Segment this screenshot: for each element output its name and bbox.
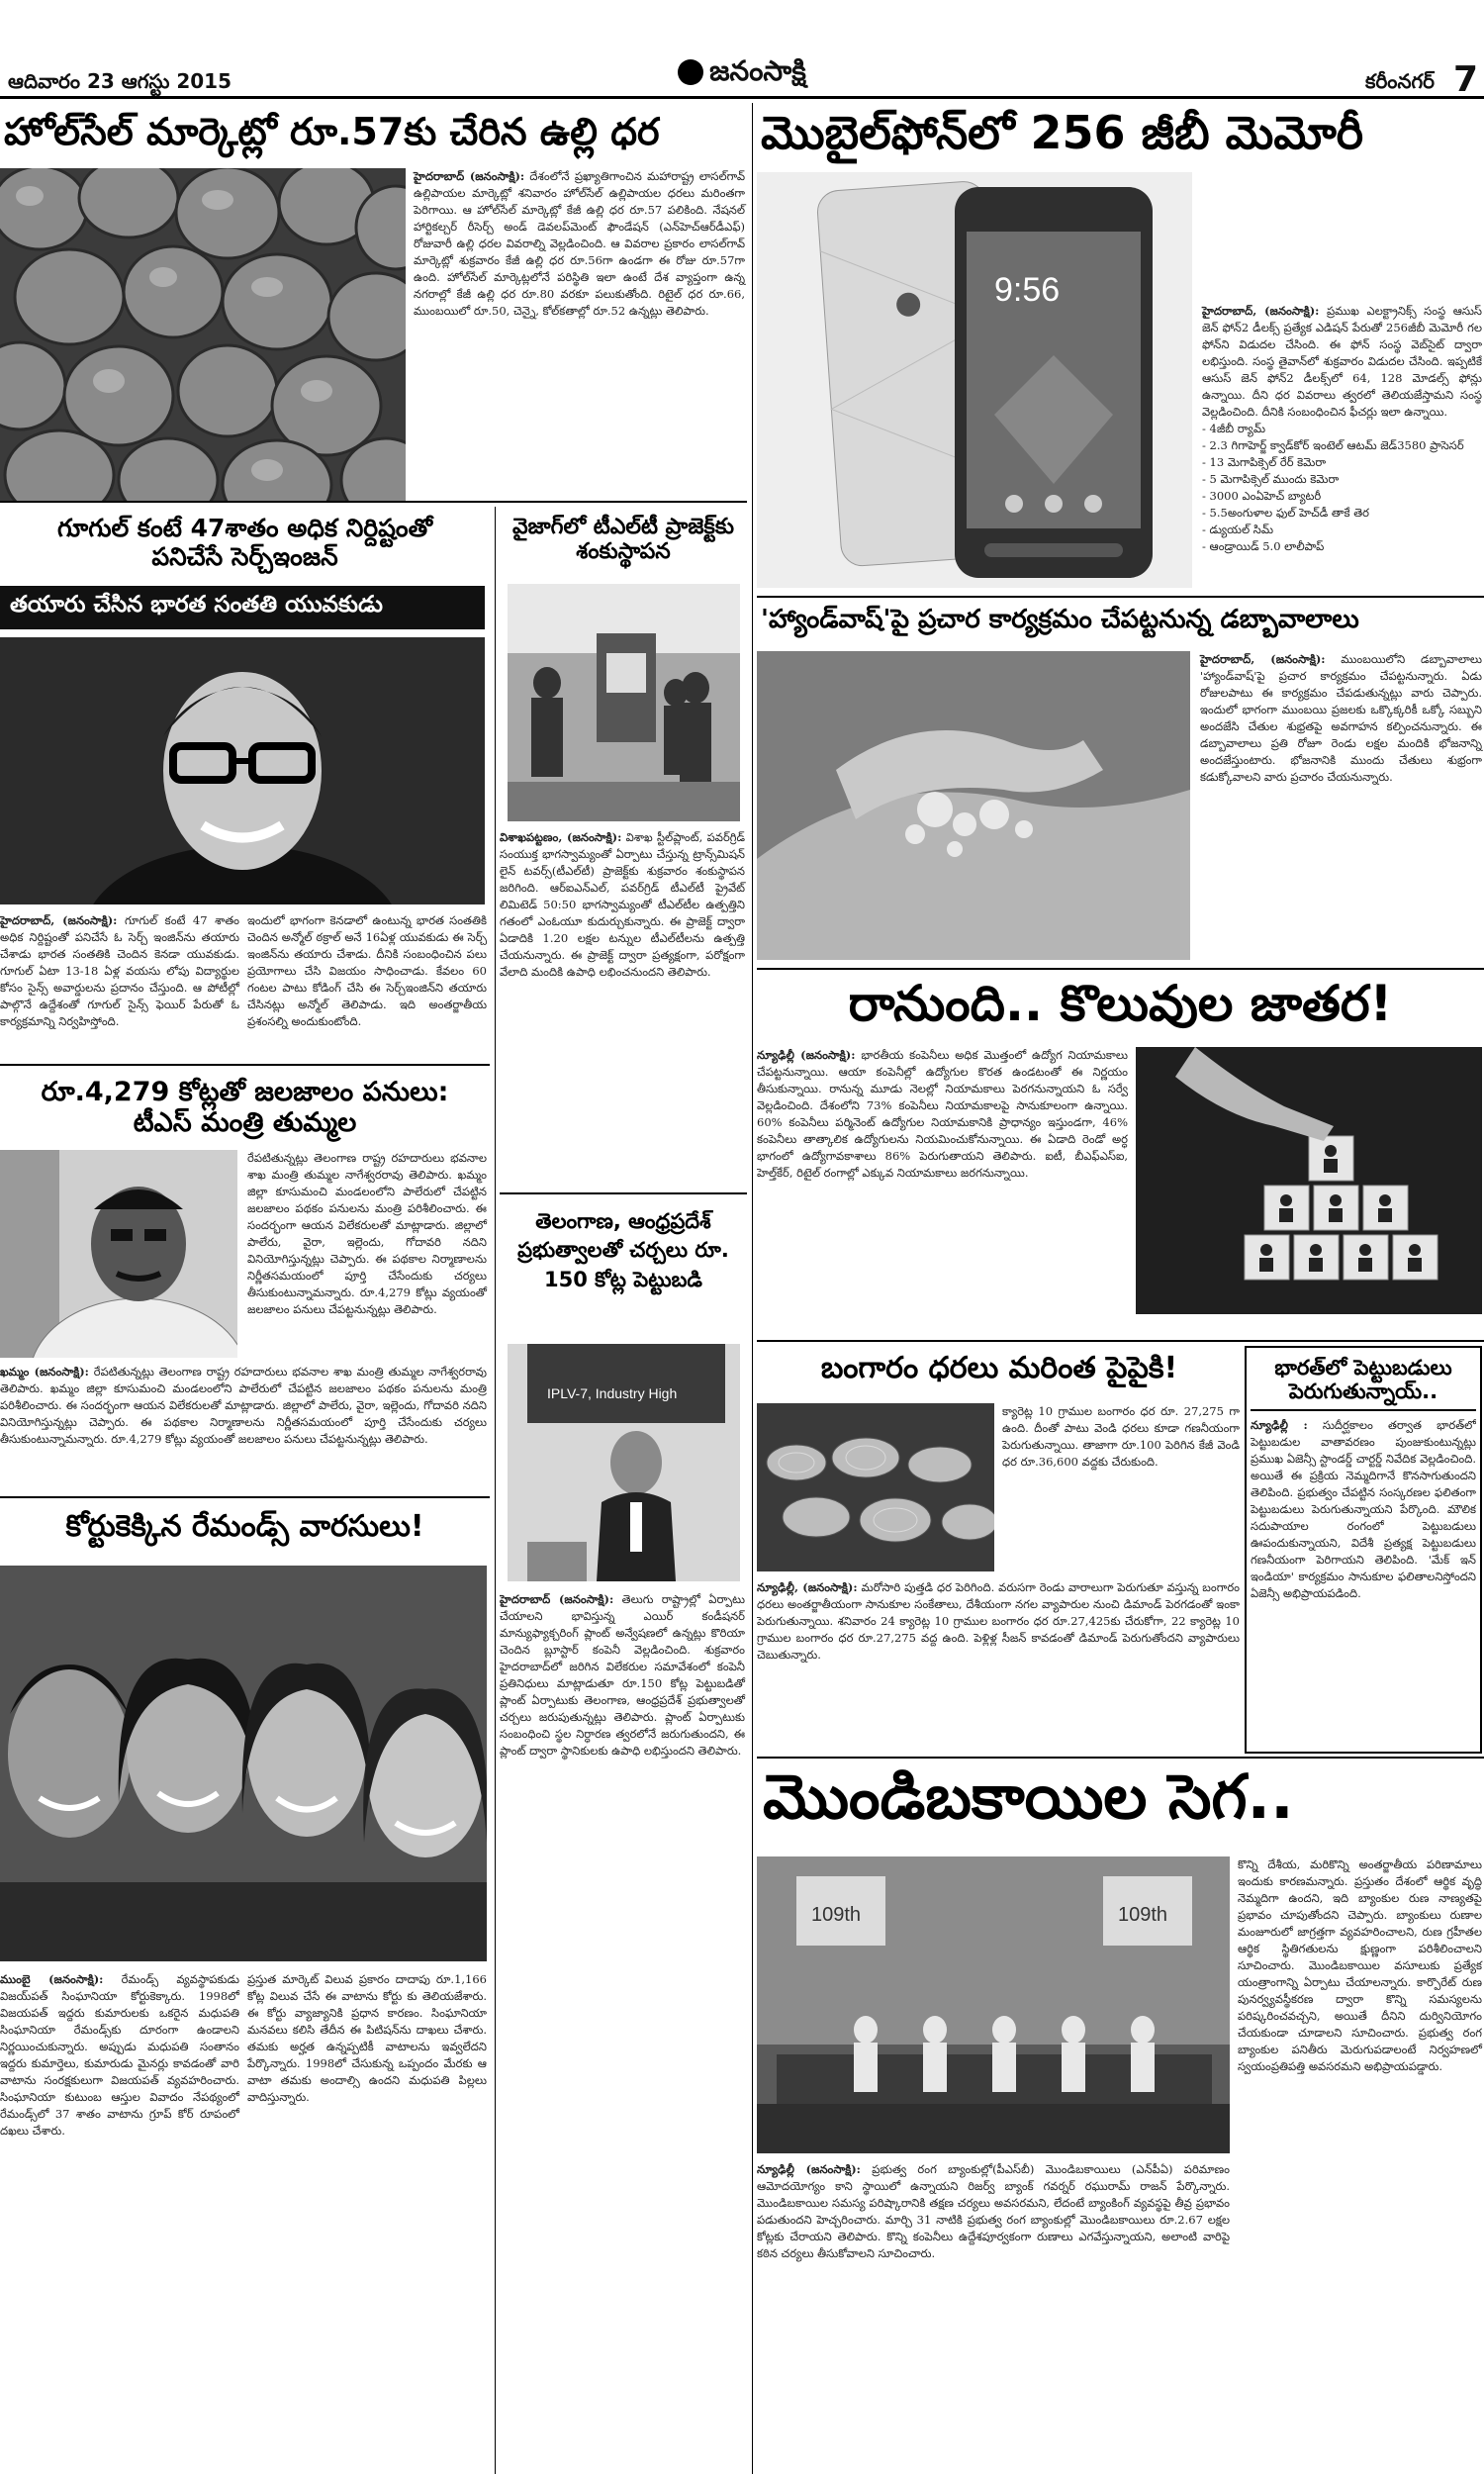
article-text: విశాఖ స్టీల్‌ప్లాంట్, పవర్‌గ్రిడ్ సంయుక్త భాగస్వామ్యంతో ఏర్పాటు చేస్తున్న ట్రాన్స్‌మిషన్ లైన్ టవర్స్(టీఎల్‌టీ) ప్రాజెక్ట్‌కు శుక్రవారం శంకుస్థాపన జరిగింది. ఆర్‌ఐఎన్‌ఎల్, పవర్‌గ్రిడ్ టీఎల్‌టీ ప్రైవేట్ లిమిటెడ్ 50:50 భాగస్వామ్యంతో టీఎల్‌టీల ఉత్పత్తిని గతంలో ఎంఓయూ కుదుర్చుకున్నారు. ఈ ప్రాజెక్ట్ ద్వారా ఏడాదికి 1.20 లక్షల టన్నుల టీఎల్‌టీలను ఉత్పత్తి చేయనున్నారు. ఈ ప్రాజెక్ట్ ద్వారా ప్రత్యక్షంగా, పరోక్షంగా వేలాది మందికి ఉపాధి లభించనుందని తెలిపారు. [500, 830, 745, 979]
paper-logo [643, 54, 841, 96]
jobs-cubes-photo [1136, 1047, 1482, 1314]
article-body [500, 1591, 745, 2474]
article-text: భారతీయ కంపెనీలు అధిక మొత్తంలో ఉద్యోగ నియామకాలు చేపట్టనున్నాయి. ఆయా కంపెనీల్లో ఉద్యోగుల కొరత ఉండటంతో ఈ నిర్ణయం తీసుకున్నాయి. రానున్న మూడు నెలల్లో నియామకాలు పెరగనున్నాయని ఓ సర్వే వెల్లడించింది. దేశంలోని 73% కంపెనీలు నియామకాలపై సానుకూలంగా ఉన్నాయి. 60% కంపెనీలు పర్మినెంట్ ఉద్యోగుల నియామకానికి ప్రాధాన్యం ఇస్తుండగా, 46% కంపెనీలు తాత్కాలిక ఉద్యోగులను నియమించుకోనున్నాయి. ఈ ఏడాది రెండో అర్ధ భాగంలో ఉద్యోగావకాశాలు 86% పెరుగుతాయని తెలిపారు. ఐటీ, బీఎఫ్ఎస్ఐ, హెల్త్‌కేర్, రిటైల్ రంగాల్లో ఎక్కువ నియామకాలు జరగనున్నాయి. [757, 1048, 1128, 1180]
handwash-photo [757, 651, 1190, 960]
article-handwash [757, 600, 1484, 966]
article-dateline: హైదరాబాద్, (జనంసాక్షి): [1200, 652, 1326, 666]
article-jobs [757, 972, 1484, 1338]
article-body [1251, 1417, 1476, 1734]
article-gold [757, 1344, 1242, 1750]
divider [0, 1064, 490, 1066]
spec-list [1202, 421, 1482, 555]
article-body-right [1238, 1856, 1482, 2474]
article-headline: 'హ్యాండ్‌వాష్'పై ప్రచార కార్యక్రమం చేపట్టనున్న డబ్బావాలాలు [761, 605, 1359, 634]
handwash-image [757, 651, 1190, 960]
page-number: 7 [1452, 59, 1478, 100]
article-headline: మొబైల్‌ఫోన్‌లో 256 జీబీ మెమోరీ [761, 106, 1364, 159]
article-investment-box [1245, 1346, 1482, 1754]
logo-emblem-icon [678, 59, 703, 85]
gold-image [757, 1403, 994, 1571]
article-headline: బంగారం ధరలు మరింత పైపైకి! [820, 1351, 1178, 1385]
article-text: రేమండ్స్ వ్యవస్థాపకుడు విజయ్‌పత్ సింఘానియా కోర్టుకెక్కారు. 1998లో విజయపత్ ఇద్దరు కుమారులకు ఒకరైన మధుపతి సింఘానియా రేమండ్స్‌కు దూరంగా ఉండాలని నిర్ణయించుకున్నారు. అప్పుడు మధుపతి సంతానం ఇద్దరు కుమార్తెలు, కుమారుడు మైనర్లు కావడంతో వారి వాటాను సంరక్షకులుగా విజయపత్ వ్యవహరించారు. సింఘానియా కుటుంబ ఆస్తుల వివాదం నేపథ్యంలో రేమండ్స్‌లో 37 శాతం వాటాను గ్రూప్ కోర్ రూపంలో దఖలు చేశారు. [0, 1972, 240, 2138]
article-text: ఇందులో భాగంగా కెనడాలో ఉంటున్న భారత సంతతికి చెందిన అన్మోల్ ఠక్రాల్ అనే 16ఏళ్ల యువకుడు ఈ సెర్చ్ ఇంజిన్‌ను తయారు చేశాడు. దీనికి సంబంధించిన పలు ప్రయోగాలు చేసి విజయం సాధించాడు. కేవలం 60 గంటల పాటు కోడింగ్ చేసి ఈ సెర్చ్‌ఇంజిన్‌ని తయారు చేసినట్లు అన్మోల్ తెలిపాడు. ఇది అంతర్జాతీయ ప్రశంసల్ని అందుకుంటోంది. [247, 913, 487, 1028]
column-rule [495, 507, 496, 2474]
article-text: మరోసారి పుత్తడి ధర పెరిగింది. వరుసగా రెండు వారాలుగా పెరుగుతూ వస్తున్న బంగారం ధరలు అంతర్జాతీయంగా సానుకూల సంకేతాలు, దేశీయంగా నగల వ్యాపారుల నుంచి డిమాండ్ పెరగడంతో ఇంకా పెరుగుతున్నాయి. శనివారం 24 క్యారెట్ల 10 గ్రాముల బంగారం ధర రూ.27,425కు చేరుకోగా, 22 క్యారెట్ల 10 గ్రాముల బంగారం ధర రూ.27,275 వద్ద ఉంది. పెళ్లిళ్ల సీజన్ కావడంతో డిమాండ్ పెరుగుతోందని వ్యాపారులు చెబుతున్నారు. [757, 1580, 1241, 1662]
phone-image [757, 172, 1192, 588]
article-headline: రూ.4,279 కోట్లతో జలజాలం పనులు: [41, 1077, 449, 1107]
article-dateline: విశాఖపట్టణం, (జనంసాక్షి): [500, 830, 622, 844]
article-dateline: ఖమ్మం (జనంసాక్షి): [0, 1365, 89, 1379]
article-phone [757, 105, 1484, 595]
spec-item: - 13 మెగాపిక్సెల్ రేర్ కెమెరా [1202, 455, 1327, 469]
article-headline: తెలంగాణ, ఆంధ్రప్రదేశ్ ప్రభుత్వాలతో చర్చలు రూ. 150 కోట్ల పెట్టుబడి [517, 1209, 729, 1291]
article-dateline: హైదరాబాద్, (జనంసాక్షి): [1202, 304, 1320, 318]
divider [757, 1757, 1484, 1759]
article-text: దేశంలోనే ప్రఖ్యాతిగాంచిన మహారాష్ట్ర లాసల్‌గావ్ ఉల్లిపాయల మార్కెట్లో శనివారం హోల్‌సేల్ ఉల్లిపాయల ధరలు మరింతగా పెరిగాయి. ఆ హోల్‌సేల్ మార్కెట్లో కేజీ ఉల్లి ధర రూ.57 పలికింది. నేషనల్ హార్టికల్చర్ రీసెర్చ్ అండ్ డెవలప్‌మెంట్ ఫౌండేషన్ (ఎన్‌హెచ్‌ఆర్‌డీఎఫ్) రోజువారీ ఉల్లి ధరల వివరాల్ని వెల్లడించింది. ఆ వివరాల ప్రకారం లాసల్‌గావ్ మార్కెట్లో శుక్రవారం కేజీ ఉల్లి ధర రూ.56గా ఉండగా ఈ రోజు రూ.57గా ఉంది. హోల్‌సేల్ మార్కెట్లలోనే పరిస్థితి ఇలా ఉంటే దేశ వ్యాప్తంగా ఉన్న నగరాల్లో కేజీ ఉల్లి ధర రూ.80 వరకూ పలుకుతోంది. రిటైల్ ధర రూ.66, ముంబయిలో రూ.50, చెన్నై, కోల్‌కతాల్లో రూ.52 ఉన్నట్లు తెలిపారు. [414, 169, 746, 318]
onion-photo [0, 168, 406, 501]
article-text: క్యారెట్ల 10 గ్రాముల బంగారం ధర రూ. 27,275 గా ఉంది. దీంతో పాటు వెండి ధరలు కూడా గణనీయంగా పెరుగుతున్నాయి. తాజాగా రూ.100 పెరిగిన కేజీ వెండి ధర రూ.36,600 వద్దకు చేరుకుంది. [1002, 1404, 1240, 1469]
paper-name: జనంసాక్షి [709, 54, 806, 87]
article-dateline: న్యూఢిల్లీ : [1251, 1418, 1308, 1433]
stage-label-right: 109th [1118, 1904, 1168, 1926]
article-body [500, 829, 745, 1189]
article-body [1200, 651, 1482, 960]
article-text: ప్రభుత్వ రంగ బ్యాంకుల్లో(పీఎస్‌బీ) మొండిబకాయిలు (ఎన్‌పీఏ) పరిమాణం ఆమోదయోగ్యం కాని స్థాయిలో ఉన్నాయని రిజర్వ్ బ్యాంక్ గవర్నర్ రఘురామ్ రాజన్ పేర్కొన్నారు. మొండిబకాయిల సమస్య పరిష్కారానికి తక్షణ చర్యలు అవసరమని, లేదంటే బ్యాంకింగ్ వ్యవస్థపై తీవ్ర ప్రభావం పడుతుందని హెచ్చరించారు. మార్చి 31 నాటికి ప్రభుత్వ రంగ బ్యాంకుల్లో మొండిబకాయిలు రూ.2.67 లక్షల కోట్లకు చేరాయని తెలిపారు. కొన్ని కంపెనీలు ఉద్దేశపూర్వకంగా రుణాలు ఎగవేస్తున్నాయని, అలాంటి వారిపై కఠిన చర్యలు తీసుకోవాలని సూచించారు. [757, 2162, 1230, 2260]
article-headline-2: టీఎస్ మంత్రి తుమ్మల [133, 1107, 357, 1139]
article-dateline: ముంబై (జనంసాక్షి): [0, 1972, 104, 1986]
article-text: రేపటితున్నట్లు తెలంగాణ రాష్ట్ర రహదారులు భవనాల శాఖ మంత్రి తుమ్మల నాగేశ్వరరావు తెలిపారు. ఖమ్మం జిల్లా కూసుమంచి మండలంలోని పాలేరులో చేపట్టిన జలజాలం పథకం పనులను మంత్రి పరిశీలించారు. ఈ సందర్భంగా ఆయన విలేకరులతో మాట్లాడారు. జిల్లాలో పాలేరు, వైరా, ఇల్లెందు, గోదావరి నదిని వినియోగిస్తున్నట్లు చెప్పారు. ఈ పథకాల నిర్మాణాలను నిర్ణీతసమయంలో పూర్తి చేసేందుకు చర్యలు తీసుకుంటున్నామన్నారు. రూ.4,279 కోట్లు వ్యయంతో జలజాలం పనులు చేపట్టనున్నట్లు తెలిపారు. [247, 1151, 487, 1316]
edition-city: కరీంనగర్ [1365, 69, 1435, 93]
article-headline-2: పెరుగుతున్నాయ్.. [1288, 1380, 1438, 1404]
minister-photo [0, 1150, 237, 1358]
raymond-family-photo [0, 1566, 487, 1961]
youth-portrait-photo [0, 637, 485, 904]
event-image [757, 1856, 1230, 2153]
article-body-left [757, 2161, 1230, 2474]
article-body [1202, 303, 1482, 590]
ceremony-image [508, 584, 740, 821]
phone-photo [757, 172, 1192, 588]
article-headline: హోల్‌సేల్ మార్కెట్లో రూ.57కు చేరిన ఉల్లి ధర [4, 110, 660, 153]
article-headline: భారత్‌లో పెట్టుబడులు [1274, 1356, 1452, 1380]
article-text: ప్రముఖ ఎలక్ట్రానిక్స్ సంస్థ ఆసుస్ జెన్ ఫోన్2 డీలక్స్ ప్రత్యేక ఎడిషన్ పేరుతో 256జీబీ మెమోరీ గల ఫోన్‌ని విడుదల చేసింది. ఈ ఫోన్ సంస్థ వెబ్‌సైట్ ద్వారా లభిస్తుంది. సంస్థ తైవాన్‌లో శుక్రవారం విడుదల చేసింది. ఇప్పటికే ఆసుస్ జెన్ ఫోన్2 డీలక్స్‌లో 64, 128 మోడల్స్ ఫోన్లు ఉన్నాయి. దీని ధర వివరాలు త్వరలో తెలియజేస్తామని సంస్థ వెల్లడించింది. దీనికి సంబంధించిన ఫీచర్లు ఇలా ఉన్నాయి. [1202, 304, 1482, 419]
article-body [757, 1047, 1128, 1334]
article-dateline: న్యూఢిల్లీ, (జనంసాక్షి): [757, 1580, 858, 1594]
article-dateline: న్యూఢిల్లీ (జనంసాక్షి): [757, 1048, 856, 1062]
article-body [757, 1579, 1240, 1750]
article-npa [757, 1760, 1484, 2474]
article-body [414, 168, 745, 501]
executive-image [508, 1344, 740, 1581]
divider [0, 1496, 490, 1498]
portrait-image [0, 637, 485, 904]
spec-item: - 5 మెగాపిక్సెల్ ముందు కెమెరా [1202, 472, 1340, 486]
executive-photo [508, 1344, 740, 1581]
article-kicker-band: తయారు చేసిన భారత సంతతి యువకుడు [0, 586, 485, 629]
spec-item: - డ్యుయల్ సిమ్ [1202, 523, 1274, 536]
onion-image [0, 168, 406, 501]
banner-text: IPLV-7, Industry High [547, 1385, 678, 1401]
article-body-left [0, 1971, 239, 2474]
divider [757, 596, 1484, 598]
article-vizag [500, 507, 747, 1189]
spec-item: - 4జీబీ ర్యామ్ [1202, 422, 1265, 435]
gold-photo [757, 1403, 994, 1571]
spec-item: - 2.3 గిగాహెర్జ్ క్వాడ్‌కోర్ ఇంటెల్ ఆటమ్ జెడ్3580 ప్రాసెసర్ [1202, 438, 1464, 452]
stage-label-left: 109th [811, 1904, 862, 1926]
divider [0, 501, 747, 503]
article-raymond [0, 1500, 490, 2474]
phone-clock: 9:56 [994, 271, 1061, 309]
article-body-left [0, 912, 239, 1061]
article-headline: గూగుల్ కంటే 47శాతం అధిక నిర్దిష్టంతో [56, 514, 432, 542]
article-headline: వైజాగ్‌లో టీఎల్‌టీ ప్రాజెక్ట్‌కు శంకుస్థాపన [512, 515, 734, 565]
article-body-right [247, 1150, 487, 1358]
article-text: కొన్ని దేశీయ, మరికొన్ని అంతర్జాతీయ పరిణామాలు ఇందుకు కారణమన్నారు. ప్రస్తుతం దేశంలో ఆర్థిక వృద్ధి నెమ్మదిగా ఉందని, ఇది బ్యాంకుల రుణ నాణ్యతపై ప్రభావం చూపుతోందని చెప్పారు. బ్యాంకులు రుణాల మంజూరులో జాగ్రత్తగా వ్యవహరించాలని, రుణ గ్రహీతల ఆర్థిక స్థితిగతులను క్షుణ్ణంగా పరిశీలించాలని సూచించారు. మొండిబకాయిల వసూలుకు ప్రత్యేక యంత్రాంగాన్ని ఏర్పాటు చేయాలన్నారు. కార్పొరేట్ రుణ పునర్వ్యవస్థీకరణ ద్వారా కొన్ని సమస్యలను పరిష్కరించవచ్చని, అయితే దీనిని దుర్వినియోగం చేయకుండా చూడాలని సూచించారు. ప్రభుత్వ రంగ బ్యాంకుల పనితీరు మెరుగుపడాలంటే నిర్వహణలో స్వయంప్రతిపత్తి అవసరమని అభిప్రాయపడ్డారు. [1238, 1857, 1482, 2073]
npa-event-photo [757, 1856, 1230, 2153]
article-ts-ap-investment [500, 1197, 747, 2474]
article-text: గూగుల్ కంటే 47 శాతం అధిక నిర్దిష్టంతో పనిచేసే ఓ సెర్చ్ ఇంజిన్‌ను తయారు చేశాడు భారత సంతతికి చెందిన కెనడా యువకుడు. గూగుల్ ఏటా 13-18 ఏళ్ల వయసు లోపు విద్యార్థుల కోసం సైన్స్ అవార్డులను ప్రదానం చేస్తుంది. ఆ పోటీల్లో పాల్గొనే ఉద్దేశంతో గూగుల్ సైన్స్ ఫెయిర్ పేరుతో ఓ కార్యక్రమాన్ని నిర్వహిస్తోంది. [0, 913, 239, 1028]
article-dateline: హైదరాబాద్ (జనంసాక్షి): [500, 1592, 614, 1606]
article-headline-2: పనిచేసే సెర్చ్‌ఇంజన్ [151, 541, 338, 571]
article-water-project [0, 1069, 490, 1494]
article-text: తెలుగు రాష్ట్రాల్లో ఏర్పాటు చేయాలని భావిస్తున్న ఎయిర్ కండీషనర్ మాన్యుఫ్యాక్చరింగ్ ప్లాంట్ అన్వేషణలో ఉన్నట్లు కొరియా చెందిన బ్లూస్టార్ కంపెనీ వెల్లడించింది. శుక్రవారం హైదరాబాద్‌లో జరిగిన విలేకరుల సమావేశంలో కంపెనీ ప్రతినిధులు మాట్లాడుతూ రూ.150 కోట్ల పెట్టుబడితో ప్లాంట్ ఏర్పాటుకు తెలంగాణ, ఆంధ్రప్రదేశ్ ప్రభుత్వాలతో చర్చలు జరుపుతున్నట్లు తెలిపారు. ప్లాంట్ ఏర్పాటుకు సంబంధించి స్థల నిర్ధారణ త్వరలోనే జరుగుతుందని, ఈ ప్లాంట్ ద్వారా స్థానికులకు ఉపాధి లభిస్తుందని తెలిపారు. [500, 1592, 746, 1758]
minister-image [0, 1150, 237, 1358]
article-dateline: హైదరాబాద్, (జనంసాక్షి): [0, 913, 118, 927]
divider [757, 968, 1484, 970]
spec-item: - 5.5అంగుళాల ఫుల్ హెచ్‌డీ తాకే తెర [1202, 506, 1369, 520]
masthead [0, 0, 1484, 99]
family-image [0, 1566, 487, 1961]
spec-item: - ఆండ్రాయిడ్ 5.0 లాలీపాప్ [1202, 539, 1325, 553]
article-headline: కోర్టుకెక్కిన రేమండ్స్ వారసులు! [65, 1509, 424, 1544]
vizag-ceremony-photo [508, 584, 740, 821]
article-text: సుదీర్ఘకాలం తర్వాత భారత్‌లో పెట్టుబడుల వాతావరణం పుంజుకుంటున్నట్లు ప్రముఖ ఏజెన్సీ స్టాండర్డ్ చార్టర్డ్ నివేదిక వెల్లడించింది. అయితే ఈ ప్రక్రియ నెమ్మదిగానే కొనసాగుతుందని తెలిపింది. ప్రభుత్వం చేపట్టిన సంస్కరణల ఫలితంగా పెట్టుబడులు పెరుగుతున్నాయని పేర్కొంది. మౌలిక సదుపాయాల రంగంలో పెట్టుబడులు ఊపందుకున్నాయని, విదేశీ ప్రత్యక్ష పెట్టుబడులు గణనీయంగా పెరిగాయని తెలిపింది. 'మేక్ ఇన్ ఇండియా' కార్యక్రమం సానుకూల ఫలితాలనిస్తోందని ఏజెన్సీ అభిప్రాయపడింది. [1251, 1418, 1476, 1601]
article-search-engine [0, 507, 490, 1061]
article-body-right [247, 1971, 487, 2474]
box-rule [1251, 1409, 1476, 1411]
article-body-right [247, 912, 487, 1061]
article-dateline: న్యూఢిల్లీ (జనంసాక్షి): [757, 2162, 861, 2176]
spec-item: - 3000 ఎంఏహెచ్ బ్యాటరీ [1202, 489, 1322, 503]
column-rule [752, 103, 753, 2474]
cubes-image [1136, 1047, 1482, 1314]
article-onion [0, 105, 747, 501]
article-headline: మొండిబకాయిల సెగ.. [763, 1760, 1294, 1833]
article-body-bottom [0, 1364, 487, 1492]
article-text: ప్రస్తుత మార్కెట్ విలువ ప్రకారం దాదాపు రూ.1,166 కోట్ల విలువ చేసే ఈ వాటాను కోర్టు కు తెలియజేశారు. ఈ కోర్టు వ్యాజ్యానికి ప్రధాన కారణం. సింఘానియా మనవలు కలిసి తేదీన ఈ పిటిషన్‌ను దాఖలు చేశారు. తమకు అర్హత ఉన్నప్పటికీ వాటాలను ఇవ్వలేదని పేర్కొన్నారు. 1998లో చేసుకున్న ఒప్పందం మేరకు ఆ వాటా తమకు అందాల్సి ఉందని మధుపతి పిల్లలు వాదిస్తున్నారు. [247, 1972, 487, 2104]
article-headline: రానుంది.. కొలువుల జాతర! [848, 975, 1393, 1032]
divider [500, 1192, 747, 1194]
article-text-continued: రేపటితున్నట్లు తెలంగాణ రాష్ట్ర రహదారులు భవనాల శాఖ మంత్రి తుమ్మల నాగేశ్వరరావు తెలిపారు. ఖమ్మం జిల్లా కూసుమంచి మండలంలోని పాలేరులో చేపట్టిన జలజాలం పథకం పనులను మంత్రి పరిశీలించారు. ఈ సందర్భంగా ఆయన విలేకరులతో మాట్లాడారు. జిల్లాలో పాలేరు, వైరా, ఇల్లెందు, గోదావరి నదిని వినియోగిస్తున్నట్లు చెప్పారు. ఈ పథకాల నిర్మాణాలను నిర్ణీతసమయంలో పూర్తి చేసేందుకు చర్యలు తీసుకుంటున్నామన్నారు. రూ.4,279 కోట్లు వ్యయంతో జలజాలం పనులు చేపట్టనున్నట్లు తెలిపారు. [0, 1365, 487, 1446]
issue-date: ఆదివారం 23 ఆగస్టు 2015 [8, 69, 232, 93]
article-text: ముంబయిలోని డబ్బావాలాలు 'హ్యాండ్‌వాష్'పై ప్రచార కార్యక్రమం చేపట్టనున్నారు. ఏడు రోజులపాటు ఈ కార్యక్రమం చేపడుతున్నట్లు వారు చెప్పారు. ఇందులో భాగంగా ముంబయి ప్రజలకు ఒక్కొక్కరికీ ఒక్కో సబ్బుని అందజేసి చేతుల శుభ్రతపై అవగాహన కల్పించనున్నారు. ఈ డబ్బావాలాలు ప్రతి రోజూ రెండు లక్షల మందికి భోజనాన్ని అందజేస్తుంటారు. భోజనానికి ముందు చేతులు శుభ్రంగా కడుక్కోవాలని వారు ప్రచారం చేయనున్నారు. [1200, 652, 1483, 784]
article-body-top [1002, 1403, 1240, 1571]
divider [757, 1340, 1484, 1342]
article-dateline: హైదరాబాద్ (జనంసాక్షి): [414, 169, 525, 183]
